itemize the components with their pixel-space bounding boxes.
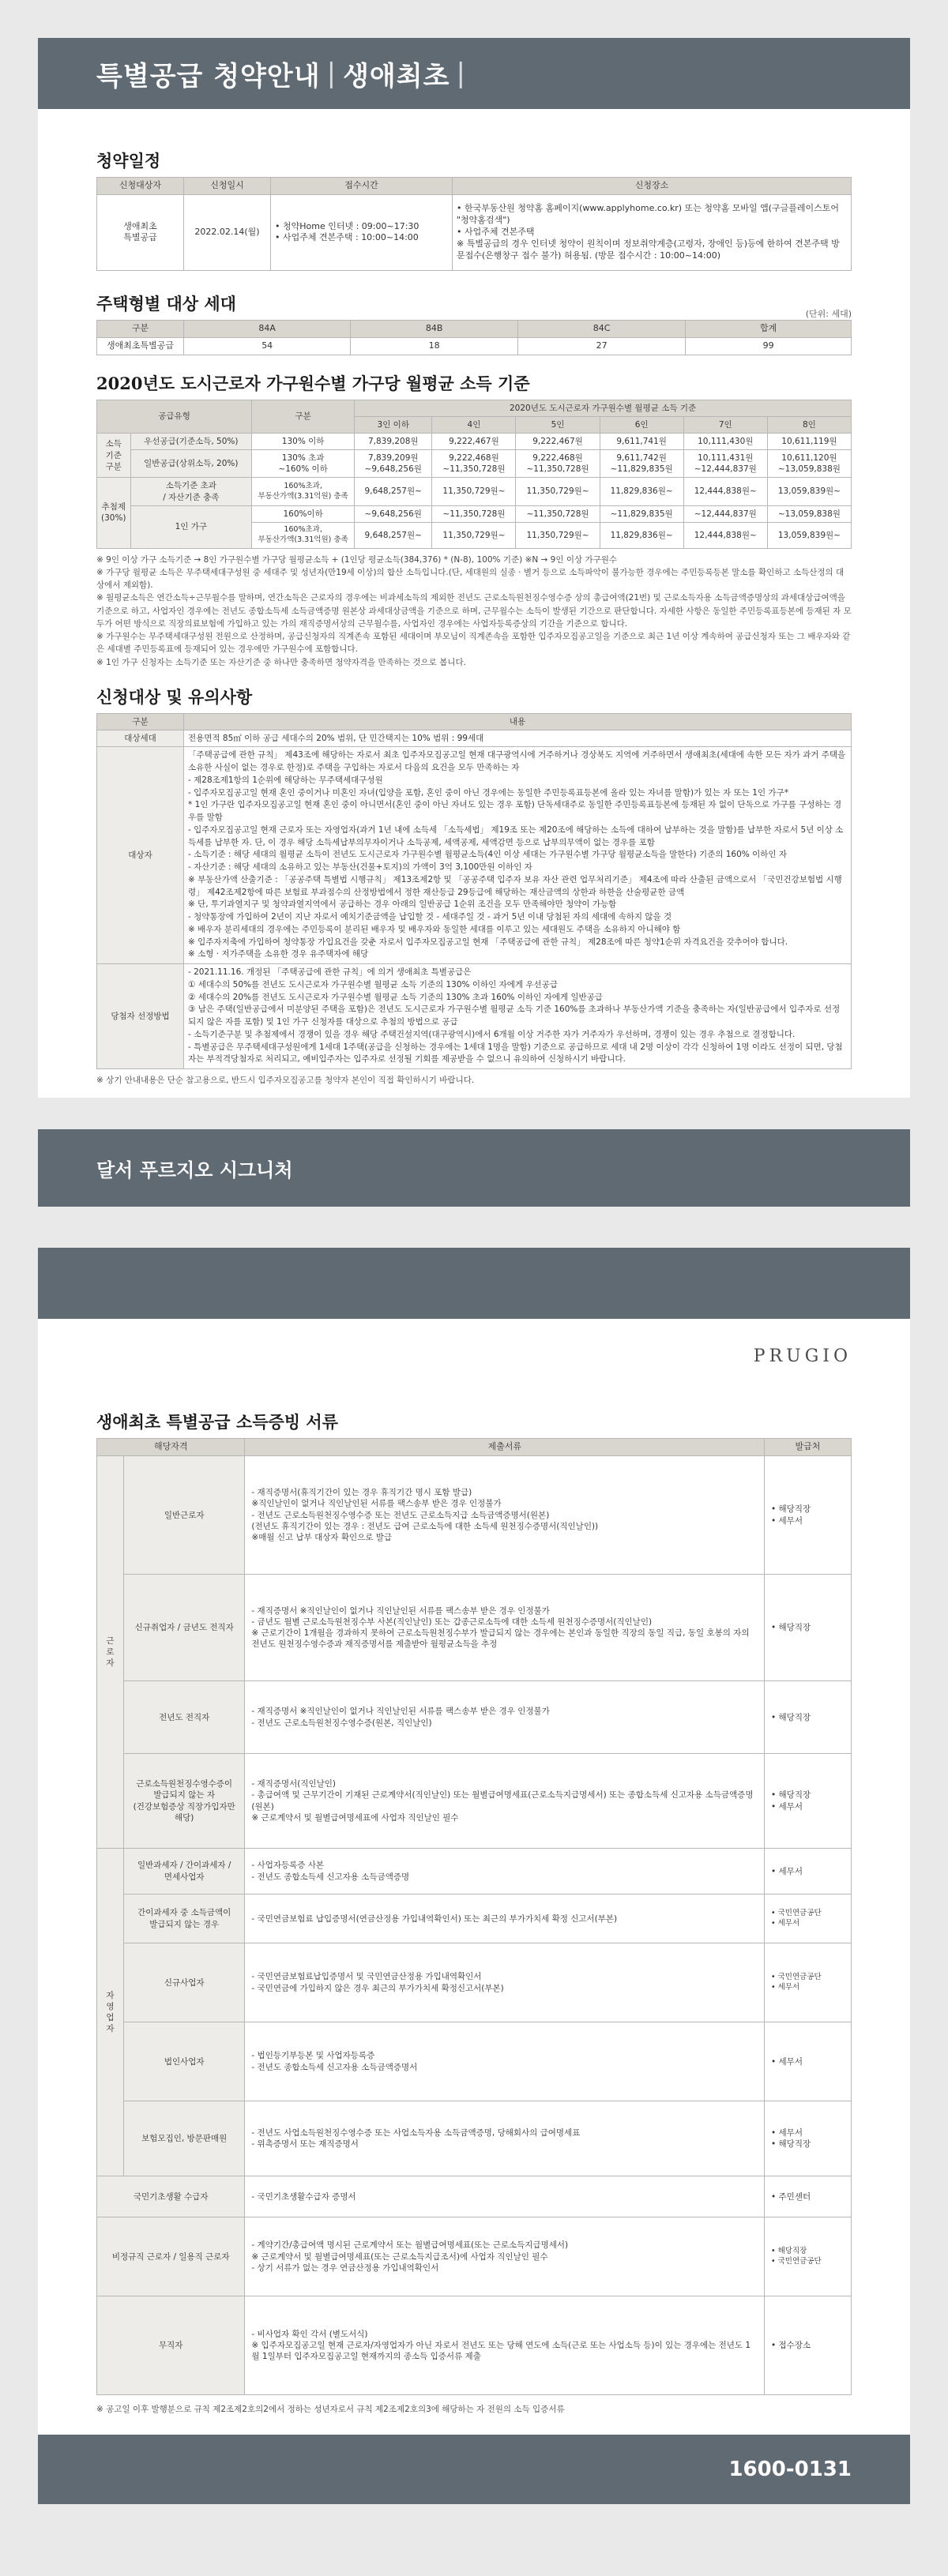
units-header: 구분 [97,320,184,337]
units-cell: 99 [686,337,852,355]
schedule-place: • 한국부동산원 청약홈 홈페이지(www.applyhome.co.kr) 또는 청약홈 모바일 앱(구글플레이스토어 "청약홈검색") • 사업주체 견본주택 ※ 특별공급의 경우 인터넷 청약이 원칙이며 정보취약계층(고령자, 장애인 등)등에 한하여 견본주택 방문접수(은행창구 접수 불가) 허용됨. (방문 접수시간 : 10:00~14:00) [453,194,852,270]
docs-issuer: • 세무서 [765,2022,852,2101]
units-header: 84B [351,320,518,337]
docs-issuer: • 해당직장 [765,1575,852,1681]
income-note: ※ 9인 이상 가구 소득기준 → 8인 가구원수별 가구당 월평균소득 + (1인당 평균소득(384,376) * (N-8), 100% 기준) ※N → 9인 이상 가구원수 [96,554,618,565]
docs-issuer: • 국민연금공단 • 세무서 [765,1943,852,2022]
income-value: 7,839,209원 ~9,648,256원 [355,450,432,478]
docs-header: 제출서류 [245,1439,765,1456]
units-cell: 54 [184,337,351,355]
footer-brand-name: 달서 푸르지오 시그니처 [96,1158,293,1181]
income-value: 9,222,468원 ~11,350,728원 [432,450,516,478]
income-value: ~13,059,838원 [767,505,851,522]
docs-qualification: 근로소득원천징수영수증이 발급되지 않는 자 (건강보험증상 직장가입자만 해당) [124,1754,245,1849]
income-header-col: 4인 [432,416,516,433]
income-div: 160%이하 [252,505,355,522]
docs-issuer: • 세무서 [765,1849,852,1894]
income-note: ※ 가구원수는 무주택세대구성원 전원으로 산정하며, 공급신청자의 직계존속 포함된 세대이며 부모님이 직계존속을 포함한 입주자모집공고일을 기준으로 최근 1년 이상 계속하여 공급신청자 또는 그 배우자와 같은 세대별 주민등록표에 등재되어 있는 경우에만 가구원수에 포함합니다. [96,632,851,655]
docs-issuer: • 해당직장 • 세무서 [765,1754,852,1849]
income-notes [96,554,852,669]
income-value: 13,059,839원~ [767,478,851,505]
units-unit: (단위: 세대) [805,308,852,319]
docs-qualification: 국민기초생활 수급자 [97,2176,245,2217]
docs-qualification: 전년도 전직자 [124,1681,245,1754]
docs-documents: - 재직증명서(휴직기간이 있는 경우 휴직기간 명시 포함 발급) ※직인날인이 없거나 직인날인된 서류를 팩스송부 받은 경우 인정불가 - 전년도 근로소득원천징수영수증 또는 전년도 근로소득지급 소득금액증명서(원본) (전년도 휴직기간이 있는 경우 : 전년도 급여 근로소득에 대한 소득세 원천징수증명서(직인날인)) ※매월 신고 납부 대상자 확인으로 발급 [245,1456,765,1575]
docs-documents: - 전년도 사업소득원천징수영수증 또는 사업소득자용 소득금액증명, 당해회사의 급여명세표 - 위촉증명서 또는 재직증명서 [245,2101,765,2176]
income-value: ~11,829,835원 [600,505,683,522]
docs-qualification: 일반근로자 [124,1456,245,1575]
docs-header: 해당자격 [97,1439,245,1456]
income-value: 12,444,838원~ [683,478,767,505]
income-type: 소득기준 초과 / 자산기준 충족 [130,478,252,505]
docs-issuer: • 해당직장 [765,1681,852,1754]
footer-brand-bar [38,1129,910,1207]
docs-documents: - 국민기초생활수급자 증명서 [245,2176,765,2217]
income-type: 1인 가구 [130,505,252,548]
income-value: 13,059,839원~ [767,522,851,548]
units-header: 84A [184,320,351,337]
docs-issuer: • 주민센터 [765,2176,852,2217]
docs-documents: - 재직증명서 ※직인날인이 없거나 직인날인된 서류를 팩스송부 받은 경우 인정불가 - 전년도 근로소득원천징수영수증(원본, 직인날인) [245,1681,765,1754]
income-left-label: 소득 기준 구분 [97,433,131,478]
docs-documents: - 사업자등록증 사본 - 전년도 종합소득세 신고자용 소득금액증명 [245,1849,765,1894]
page-header [38,38,910,109]
header-title-main: 특별공급 청약안내 [96,60,321,92]
docs-table [96,1438,852,2395]
phone-number: 1600-0131 [728,2458,852,2482]
income-value: 7,839,208원 [355,433,432,449]
eligibility-label: 대상세대 [97,730,184,747]
schedule-header: 신청대상자 [97,178,184,195]
income-type: 일반공급(상위소득, 20%) [130,450,252,478]
income-table [96,400,852,549]
income-value: 10,111,430원 [683,433,767,449]
units-header: 합계 [686,320,852,337]
docs-documents: - 계약기간/총급여액 명시된 근로계약서 또는 월별급여명세표(또는 근로소득지급명세서) ※ 근로계약서 및 월별급여명세표(또는 근로소득지급조서)에 사업자 직인날인 필수 - 상기 서류가 없는 경우 연금산정용 가입내역확인서 [245,2217,765,2296]
income-value: 9,222,468원 ~11,350,728원 [516,450,600,478]
eligibility-label: 대상자 [97,747,184,964]
units-cell: 18 [351,337,518,355]
docs-qualification: 보험모집인, 방문판매원 [124,2101,245,2176]
units-header: 84C [517,320,685,337]
docs-issuer: • 국민연금공단 • 세무서 [765,1894,852,1943]
eligibility-note: ※ 상기 안내내용은 단순 참고용으로, 반드시 입주자모집공고를 청약자 본인이 직접 확인하시기 바랍니다. [96,1076,475,1086]
income-type: 우선공급(기준소득, 50%) [130,433,252,449]
schedule-header: 신청장소 [453,178,852,195]
income-value: 11,350,729원~ [432,478,516,505]
footer-phone-bar [38,2435,910,2504]
income-header-div: 구분 [252,400,355,433]
eligibility-title: 신청대상 및 유의사항 [96,686,253,707]
docs-title: 생애최초 특별공급 소득증빙 서류 [96,1412,338,1433]
eligibility-header: 구분 [97,713,184,730]
income-header-col: 6인 [600,416,683,433]
prugio-logo: PRUGIO [753,1346,852,1367]
income-left-label-2: 추첨제 (30%) [97,478,131,548]
income-value: ~9,648,256원 [355,505,432,522]
income-value: 9,648,257원~ [355,522,432,548]
income-header-col: 8인 [767,416,851,433]
income-value: 11,350,729원~ [432,522,516,548]
income-header-col: 5인 [516,416,600,433]
header-divider-end: | [456,58,466,89]
docs-issuer: • 세무서 • 해당직장 [765,2101,852,2176]
units-title: 주택형별 대상 세대 [96,293,236,314]
docs-qualification: 간이과세자 중 소득금액이 발급되지 않는 경우 [124,1894,245,1943]
units-table [96,320,852,355]
eligibility-text: 「주택공급에 관한 규칙」 제43조에 해당하는 자로서 최초 입주자모집공고일 현재 대구광역시에 거주하거나 경상북도 지역에 거주하면서 생애최초(세대에 속한 모든 자가 과거 주택을 소유한 사실이 없는 경우로 한정)로 주택을 구입하는 자로서 다음의 요건을 모두 만족하는 자 - 제28조제1항의 1순위에 해당하는 무주택세대구성원 - 입주자모집공고일 현재 혼인 중이거나 미혼인 자녀(입양을 포함, 혼인 중이 아닌 경우에는 동일한 주민등록표등본에 올라 있는 자녀를 말함)가 있는 자 또는 1인 가구* * 1인 가구란 입주자모집공고일 현재 혼인 중이 아니면서(혼인 중이 아닌 자녀도 있는 경우 포함) 단독세대주로 동일한 주민등록표등본에 등재된 자 없이 단독으로 가구를 구성하는 경우를 말함 - 입주자모집공고일 현재 근로자 또는 자영업자(과거 1년 내에 소득세 「소득세법」 제19조 또는 제20조에 해당하는 소득에 대하여 납부하는 것을 말함)를 납부한 자로서 5년 이상 소득세를 납부한 자. 단, 이 경우 해당 소득세납부의무자이거나 소득공제, 세액공제, 세액감면 등으로 납부의무액이 없는 경우를 포함 - 소득기준 : 해당 세대의 월평균 소득이 전년도 도시근로자 가구원수별 월평균소득(4인 이상 세대는 가구원수별 가구당 월평균소득을 말한다) 기준의 160% 이하인 자 - 자산기준 : 해당 세대의 소유하고 있는 부동산(건물+토지)의 가액이 3억 3,100만원 이하인 자 ※ 부동산가액 산출기준 : 「공공주택 특별법 시행규칙」 제13조제2항 및 「공공주택 입주자 보유 자산 관련 업무처리기준」 제4조에 따라 산출된 금액으로서 「국민건강보험법 시행령」 제42조제2항에 따른 보험료 부과점수의 산정방법에서 정한 재산등급 29등급에 해당하는 재산금액의 상한과 하한을 산술평균한 금액 ※ 단, 투기과열지구 및 청약과열지역에서 공급하는 경우 아래의 일반공급 1순위 조건을 모두 만족해야만 청약이 가능함 - 청약통장에 가입하여 2년이 지난 자로서 예치기준금액을 납입할 것 - 세대주일 것 - 과거 5년 이내 당첨된 자의 세대에 속하지 않을 것 ※ 배우자 분리세대의 경우에는 주민등록이 분리된 배우자 및 배우자와 동일한 세대를 이루고 있는 세대원도 주택을 소유하지 아니해야 함 ※ 입주자저축에 가입하여 청약통장 가입요건을 갖춘 자로서 입주자모집공고일 현재 「주택공급에 관한 규칙」 제28조에 따른 청약1순위 자격요건을 갖추어야 합니다. ※ 소형 · 저가주택을 소유한 경우 유주택자에 해당 [184,747,852,964]
income-value: 11,829,836원~ [600,478,683,505]
docs-qualification: 비정규직 근로자 / 일용직 근로자 [97,2217,245,2296]
income-header-col: 7인 [683,416,767,433]
docs-qualification: 신규사업자 [124,1943,245,2022]
income-note: ※ 1인 가구 신청자는 소득기준 또는 자산기준 중 하나만 충족하면 청약자격을 만족하는 것으로 봅니다. [96,657,466,667]
income-value: 9,222,467원 [516,433,600,449]
income-value: 9,222,467원 [432,433,516,449]
income-div: 130% 초과 ~160% 이하 [252,450,355,478]
page-panel-1 [38,38,910,1098]
income-value: 11,350,729원~ [516,478,600,505]
docs-issuer: • 해당직장 • 세무서 [765,1456,852,1575]
schedule-target: 생애최초 특별공급 [97,194,184,270]
schedule-time: • 청약Home 인터넷 : 09:00~17:30 • 사업주체 견본주택 : 10:00~14:00 [271,194,453,270]
docs-documents: - 법인등기부등본 및 사업자등록증 - 전년도 종합소득세 신고자용 소득금액증명서 [245,2022,765,2101]
header-title-sub: 생애최초 [343,60,450,92]
income-header-type: 공급유형 [97,400,252,433]
docs-documents: - 재직증명서(직인날인) - 총급여액 및 근무기간이 기재된 근로계약서(직인날인) 또는 월별급여명세표(근로소득지급명세서) 또는 종합소득세 신고자용 소득금액증명(원본) ※ 근로계약서 및 월별급여명세표에 사업자 직인날인 필수 [245,1754,765,1849]
income-value: 10,611,120원 ~13,059,838원 [767,450,851,478]
docs-qualification: 일반과세자 / 간이과세자 / 면세사업자 [124,1849,245,1894]
docs-qualification: 법인사업자 [124,2022,245,2101]
income-value: ~12,444,837원 [683,505,767,522]
income-value: 9,611,742원 ~11,829,835원 [600,450,683,478]
income-value: 10,111,431원 ~12,444,837원 [683,450,767,478]
docs-note: ※ 공고일 이후 발행분으로 규칙 제2조제2호의2에서 정하는 성년자로서 규칙 제2조제2호의3에 해당하는 자 전원의 소득 입증서류 [96,2405,565,2415]
docs-documents: - 국민연금보험료 납입증명서(연금산정용 가입내역확인서) 또는 최근의 부가가치세 확정 신고서(부본) [245,1894,765,1943]
page-panel-2 [38,1248,910,2435]
income-note: ※ 가구당 월평균 소득은 무주택세대구성원 중 세대주 및 성년자(만19세 이상)의 합산 소득입니다.(단, 세대원의 실종 · 별거 등으로 소득파악이 불가능한 경우에는 주민등록등본 말소를 확인하고 소득산정의 대상에서 제외함). [96,567,845,591]
eligibility-text: 전용면적 85㎡ 이하 공급 세대수의 20% 범위, 단 민간택지는 10% 범위 : 99세대 [184,730,852,747]
schedule-title: 청약일정 [96,151,161,171]
page-2-header [38,1248,910,1319]
docs-group-worker: 근 로 자 [97,1456,124,1849]
income-value: 11,829,836원~ [600,522,683,548]
schedule-header: 신청일시 [184,178,271,195]
docs-documents: - 재직증명서 ※직인날인이 없거나 직인날인된 서류를 팩스송부 받은 경우 인정불가 - 금년도 월별 근로소득원천징수부 사본(직인날인) 또는 갑종근로소득에 대한 소득세 원천징수증명서(직인날인) ※ 근로기간이 1개월을 경과하지 못하여 근로소득원천징수부가 발급되지 않는 경우에는 본인과 동일한 직장의 동일 직급, 동일 호봉의 자의 전년도 원천징수영수증과 재직증명서를 제출받아 월평균소득을 추정 [245,1575,765,1681]
docs-documents: - 비사업자 확인 각서 (별도서식) ※ 입주자모집공고일 현재 근로자/자영업자가 아닌 자로서 전년도 또는 당해 연도에 소득(근로 또는 사업소득 등)이 있는 경우에는 전년도 1월 1일부터 입주자모집공고일 현재까지의 종소득 입증서류 제출 [245,2296,765,2395]
top-margin [0,0,948,38]
docs-issuer: • 해당직장 • 국민연금공단 [765,2217,852,2296]
docs-header: 발급처 [765,1439,852,1456]
content-2 [38,1394,910,2435]
income-value: ~11,350,728원 [432,505,516,522]
eligibility-label: 당첨자 선정방법 [97,964,184,1069]
content-1 [38,109,910,1098]
income-header-col: 3인 이하 [355,416,432,433]
docs-qualification: 신규취업자 / 금년도 전직자 [124,1575,245,1681]
logo-area [38,1319,910,1394]
units-cell: 생애최초특별공급 [97,337,184,355]
income-value: ~11,350,728원 [516,505,600,522]
income-title: 2020년도 도시근로자 가구원수별 가구당 월평균 소득 기준 [96,373,530,393]
schedule-date: 2022.02.14(월) [184,194,271,270]
income-header-group: 2020년도 도시근로자 가구원수별 월평균 소득 기준 [355,400,852,416]
income-div: 160%초과, 부동산가액(3.31억원) 충족 [252,522,355,548]
income-value: 10,611,119원 [767,433,851,449]
units-title-row [96,280,852,320]
schedule-table [96,177,852,271]
bottom-margin [0,2504,948,2542]
units-cell: 27 [517,337,685,355]
eligibility-text: - 2021.11.16. 개정된 「주택공급에 관한 규칙」에 의거 생애최초 특별공급은 ① 세대수의 50%를 전년도 도시근로자 가구원수별 월평균 소득 기준의 130% 이하인 자에게 우선공급 ② 세대수의 20%를 전년도 도시근로자 가구원수별 월평균 소득 기준의 130% 초과 160% 이하인 자에게 일반공급 ③ 남은 주택(일반공급에서 미분양된 주택을 포함)은 전년도 도시근로자 가구원수별 월평균 소득 기준 160%를 초과하나 부동산가액 기준을 충족하는 자(일반공급에서 입주자로 선정되지 않은 자를 포함) 및 1인 가구 신청자를 대상으로 추첨의 방법으로 공급 - 소득기준구분 및 추첨제에서 경쟁이 있을 경우 해당 주택건설지역(대구광역시)에서 6개월 이상 거주한 자가 거주자가 우선하며, 경쟁이 있는 경우 추첨으로 결정합니다. - 특별공급은 무주택세대구성원에게 1세대 1주택(공급을 신청하는 경우에는 1세대 1명을 말함) 기준으로 공급하므로 세대 내 2명 이상이 각각 신청하여 1명 이라도 선정이 되면, 당첨자는 부적격당첨자로 처리되고, 예비입주자는 입주자로 선정될 기회를 제공받을 수 없으니 유의하여 신청하시기 바랍니다. [184,964,852,1069]
docs-group-self: 자 영 업 자 [97,1849,124,2176]
income-note: ※ 월평균소득은 연간소득÷근무월수를 말하며, 연간소득은 근로자의 경우에는 비과세소득의 제외한 전년도 근로소득원천징수영수증 상의 총급여액(21번) 및 근로소득자용 소득금액증명상의 과세대상급여액을 기준으로 하고, 사업자인 경우에는 전년도 종합소득세 소득금액증명 원본상 과세대상금액을 기준으로 하며, 근무월수는 소득이 발생된 기간으로 판단합니다. 자세한 사항은 동일한 주민등록표등본에 등재된 자 모두가 어떤 방식으로 직장의료보험에 가입하고 있는 가의 재직증명서상의 근무월수를, 사업자인 경우에는 사업자등록증상의 기간을 기준으로 합니다. [96,593,852,629]
eligibility-header: 내용 [184,713,852,730]
schedule-header: 접수시간 [271,178,453,195]
income-value: 9,648,257원~ [355,478,432,505]
income-value: 11,350,729원~ [516,522,600,548]
income-div: 160%초과, 부동산가액(3.31억원) 충족 [252,478,355,505]
header-divider: | [326,58,337,89]
income-div: 130% 이하 [252,433,355,449]
docs-qualification: 무직자 [97,2296,245,2395]
income-value: 12,444,838원~ [683,522,767,548]
docs-issuer: • 접수장소 [765,2296,852,2395]
section-gap [0,1207,948,1248]
docs-documents: - 국민연금보험료납입증명서 및 국민연금산정용 가입내역확인서 - 국민연금에 가입하지 않은 경우 최근의 부가가치세 확정신고서(부본) [245,1943,765,2022]
eligibility-table [96,713,852,1069]
income-value: 9,611,741원 [600,433,683,449]
